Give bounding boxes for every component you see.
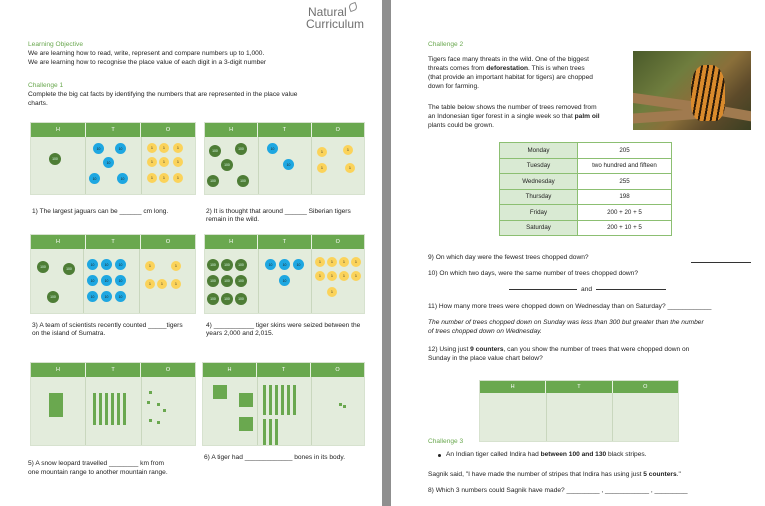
hundreds-counter: 100 bbox=[235, 293, 247, 305]
ones-cube bbox=[157, 421, 160, 424]
tens-counter: 10 bbox=[265, 259, 276, 270]
question-12-line-1: 12) Using just 9 counters, can you show the number of trees that were chopped down on bbox=[428, 346, 690, 353]
hundreds-counter: 100 bbox=[37, 261, 49, 273]
hundreds-counter: 100 bbox=[63, 263, 75, 275]
tens-rod bbox=[263, 385, 266, 415]
tiger-figure bbox=[691, 65, 725, 121]
place-value-chart-6 bbox=[202, 362, 365, 446]
challenge-2-text-7: plants could be grown. bbox=[428, 122, 494, 129]
ones-counter: 1 bbox=[351, 271, 361, 281]
question-6: 6) A tiger had _____________ bones in its body. bbox=[204, 454, 346, 461]
challenge-3-heading: Challenge 3 bbox=[428, 438, 464, 445]
question-3-line-1: 3) A team of scientists recently counted _____tigers bbox=[32, 322, 183, 329]
hundreds-counter: 100 bbox=[47, 291, 59, 303]
challenge-3-bullet: An Indian tiger called Indira had between 100 and 130 black stripes. bbox=[446, 451, 647, 458]
hundreds-block bbox=[213, 385, 227, 399]
question-8: 8) Which 3 numbers could Sagnik have made? _________ , ____________ , _________ bbox=[428, 487, 688, 494]
ones-counter: 1 bbox=[173, 143, 183, 153]
ones-cube bbox=[343, 405, 346, 408]
hundreds-block bbox=[49, 393, 63, 417]
header-o: O bbox=[335, 127, 340, 133]
header-t: T bbox=[86, 363, 141, 377]
place-value-chart-2 bbox=[204, 122, 365, 195]
hundreds-counter: 100 bbox=[235, 275, 247, 287]
hundreds-counter: 100 bbox=[207, 275, 219, 287]
question-1: 1) The largest jaguars can be ______ cm long. bbox=[32, 208, 169, 215]
header-h: H bbox=[31, 235, 86, 249]
table-row: Friday 200 + 20 + 5 bbox=[500, 205, 672, 221]
tens-counter: 10 bbox=[115, 143, 126, 154]
ones-counter: 1 bbox=[147, 143, 157, 153]
hundreds-counter: 100 bbox=[237, 175, 249, 187]
tens-counter: 10 bbox=[279, 259, 290, 270]
ones-cube bbox=[157, 403, 160, 406]
answer-10-line-2[interactable] bbox=[596, 281, 666, 290]
table-row: Saturday 200 + 10 + 5 bbox=[500, 220, 672, 236]
natural-curriculum-logo bbox=[306, 6, 364, 30]
challenge-2-heading: Challenge 2 bbox=[428, 41, 464, 48]
tens-rod bbox=[269, 385, 272, 415]
table-row: Thursday 198 bbox=[500, 189, 672, 205]
header-t: T bbox=[86, 235, 141, 249]
place-value-chart-4 bbox=[204, 234, 365, 314]
ones-counter: 1 bbox=[157, 279, 167, 289]
hundreds-counter: 100 bbox=[221, 293, 233, 305]
tens-rod bbox=[275, 419, 278, 445]
table-row: Tuesday two hundred and fifteen bbox=[500, 158, 672, 174]
ones-counter: 1 bbox=[145, 279, 155, 289]
hundreds-counter: 100 bbox=[221, 259, 233, 271]
learning-objective-1: We are learning how to read, write, represent and compare numbers up to 1,000. bbox=[28, 50, 265, 57]
question-5-line-1: 5) A snow leopard travelled ________ km from bbox=[28, 460, 164, 467]
tens-rod bbox=[269, 419, 272, 445]
tens-rod bbox=[281, 385, 284, 415]
hundreds-counter: 100 bbox=[207, 175, 219, 187]
tens-counter: 10 bbox=[115, 291, 126, 302]
ones-cube bbox=[339, 403, 342, 406]
ones-counter: 1 bbox=[315, 271, 325, 281]
header-o: O bbox=[335, 367, 340, 373]
tens-rod bbox=[263, 419, 266, 445]
hundreds-counter: 100 bbox=[235, 143, 247, 155]
logo-line-1: Natural bbox=[308, 5, 347, 19]
ones-counter: 1 bbox=[171, 261, 181, 271]
ones-cube bbox=[147, 401, 150, 404]
header-h: H bbox=[31, 363, 86, 377]
ones-counter: 1 bbox=[317, 147, 327, 157]
ones-counter: 1 bbox=[351, 257, 361, 267]
question-11: 11) How many more trees were chopped down on Wednesday than on Saturday? ____________ bbox=[428, 303, 712, 310]
tens-counter: 10 bbox=[87, 291, 98, 302]
ones-counter: 1 bbox=[339, 257, 349, 267]
tens-counter: 10 bbox=[117, 173, 128, 184]
ones-counter: 1 bbox=[147, 157, 157, 167]
header-h: H bbox=[205, 235, 258, 249]
worksheet-page-1 bbox=[0, 0, 382, 506]
tens-counter: 10 bbox=[101, 259, 112, 270]
place-value-chart-5 bbox=[30, 362, 196, 446]
answer-10-and: and bbox=[581, 286, 593, 293]
ones-counter: 1 bbox=[317, 163, 327, 173]
tens-rod bbox=[111, 393, 114, 425]
hundreds-counter: 100 bbox=[235, 259, 247, 271]
ones-counter: 1 bbox=[327, 287, 337, 297]
ones-counter: 1 bbox=[171, 279, 181, 289]
header-o: O bbox=[165, 127, 171, 133]
header-t: T bbox=[258, 235, 311, 249]
question-2-line-2: remain in the wild. bbox=[206, 216, 260, 223]
challenge-3-statement: Sagnik said, "I have made the number of stripes that Indira has using just 5 counters." bbox=[428, 471, 681, 478]
question-9: 9) On which day were the fewest trees chopped down? bbox=[428, 254, 589, 261]
hundreds-counter: 100 bbox=[221, 159, 233, 171]
header-h: H bbox=[31, 123, 86, 137]
header-t: T bbox=[258, 123, 311, 137]
ones-counter: 1 bbox=[339, 271, 349, 281]
ones-counter: 1 bbox=[159, 173, 169, 183]
ones-counter: 1 bbox=[327, 257, 337, 267]
tens-counter: 10 bbox=[101, 291, 112, 302]
question-4-line-2: years 2,000 and 2,015. bbox=[206, 330, 274, 337]
question-3-line-2: on the island of Sumatra. bbox=[32, 330, 106, 337]
challenge-2-text-1: Tigers face many threats in the wild. One of the biggest bbox=[428, 56, 590, 63]
ones-counter: 1 bbox=[315, 257, 325, 267]
tens-counter: 10 bbox=[87, 275, 98, 286]
challenge-2-text-2: threats comes from deforestation. This is when trees bbox=[428, 65, 585, 72]
challenge-1-instructions-2: charts. bbox=[28, 100, 48, 107]
challenge-2-text-6: an Indonesian tiger forest in a single week so that palm oil bbox=[428, 113, 600, 120]
ones-counter: 1 bbox=[145, 261, 155, 271]
tens-counter: 10 bbox=[101, 275, 112, 286]
tens-rod bbox=[293, 385, 296, 415]
ones-cube bbox=[163, 409, 166, 412]
logo-line-2: Curriculum bbox=[306, 17, 365, 31]
challenge-2-text-3: (that provide an important habitat for tigers) are chopped bbox=[428, 74, 593, 81]
place-value-chart-1 bbox=[30, 122, 196, 195]
tens-counter: 10 bbox=[89, 173, 100, 184]
ones-counter: 1 bbox=[327, 271, 337, 281]
header-h: H bbox=[203, 363, 257, 377]
table-row: Wednesday 255 bbox=[500, 174, 672, 190]
tens-rod bbox=[275, 385, 278, 415]
tens-counter: 10 bbox=[293, 259, 304, 270]
tens-counter: 10 bbox=[115, 259, 126, 270]
tens-rod bbox=[105, 393, 108, 425]
ones-cube bbox=[149, 391, 152, 394]
tens-counter: 10 bbox=[115, 275, 126, 286]
answer-10-line-1[interactable] bbox=[509, 281, 577, 290]
ones-counter: 1 bbox=[343, 145, 353, 155]
place-value-chart-3 bbox=[30, 234, 196, 314]
header-o: O bbox=[165, 367, 171, 373]
tens-rod bbox=[117, 393, 120, 425]
header-t: T bbox=[257, 363, 311, 377]
challenge-2-text-5: The table below shows the number of trees removed from bbox=[428, 104, 597, 111]
tens-rod bbox=[123, 393, 126, 425]
trees-removed-table bbox=[499, 142, 672, 236]
place-value-chart-blank[interactable] bbox=[479, 380, 679, 442]
learning-objective-heading: Learning Objective bbox=[28, 41, 83, 48]
tens-counter: 10 bbox=[87, 259, 98, 270]
ones-counter: 1 bbox=[159, 143, 169, 153]
header-t: T bbox=[546, 381, 612, 393]
answer-9-line[interactable] bbox=[691, 254, 751, 263]
hundreds-counter: 100 bbox=[207, 293, 219, 305]
ones-counter: 1 bbox=[173, 157, 183, 167]
tens-counter: 10 bbox=[267, 143, 278, 154]
header-h: H bbox=[205, 123, 258, 137]
question-4-line-1: 4) ___________ tiger skins were seized between the bbox=[206, 322, 361, 329]
bullet-icon bbox=[438, 454, 441, 457]
header-t: T bbox=[86, 123, 141, 137]
hundreds-counter: 100 bbox=[221, 275, 233, 287]
header-o: O bbox=[643, 384, 648, 390]
ones-cube bbox=[149, 419, 152, 422]
tens-counter: 10 bbox=[103, 157, 114, 168]
header-h: H bbox=[480, 381, 546, 393]
question-2-line-1: 2) It is thought that around ______ Siberian tigers bbox=[206, 208, 351, 215]
challenge-1-instructions-1: Complete the big cat facts by identifying the numbers that are represented in the place value bbox=[28, 91, 298, 98]
hundreds-counter: 100 bbox=[209, 145, 221, 157]
ones-counter: 1 bbox=[159, 157, 169, 167]
challenge-1-heading: Challenge 1 bbox=[28, 82, 64, 89]
table-row: Monday 205 bbox=[500, 143, 672, 159]
challenge-2-text-4: down for farming. bbox=[428, 83, 479, 90]
header-o: O bbox=[335, 239, 340, 245]
hundreds-counter: 100 bbox=[49, 153, 61, 165]
tens-counter: 10 bbox=[283, 159, 294, 170]
worksheet-page-2 bbox=[391, 0, 765, 506]
question-12-line-2: Sunday in the place value chart below? bbox=[428, 355, 543, 362]
tens-rod bbox=[93, 393, 96, 425]
question-5-line-2: one mountain range to another mountain range. bbox=[28, 469, 168, 476]
header-o: O bbox=[165, 239, 171, 245]
sunday-clue-1: The number of trees chopped down on Sunday was less than 300 but greater than the number bbox=[428, 319, 704, 326]
ones-counter: 1 bbox=[173, 173, 183, 183]
ones-counter: 1 bbox=[345, 163, 355, 173]
hundreds-block bbox=[239, 417, 253, 431]
tens-counter: 10 bbox=[93, 143, 104, 154]
tens-counter: 10 bbox=[279, 275, 290, 286]
tens-rod bbox=[287, 385, 290, 415]
hundreds-counter: 100 bbox=[207, 259, 219, 271]
tens-rod bbox=[99, 393, 102, 425]
question-10: 10) On which two days, were the same number of trees chopped down? bbox=[428, 270, 639, 277]
ones-counter: 1 bbox=[147, 173, 157, 183]
sunday-clue-2: of trees chopped down on Wednesday. bbox=[428, 328, 542, 335]
tiger-photo bbox=[633, 51, 751, 130]
hundreds-block bbox=[239, 393, 253, 407]
learning-objective-2: We are learning how to recognise the place value of each digit in a 3-digit number bbox=[28, 59, 267, 66]
